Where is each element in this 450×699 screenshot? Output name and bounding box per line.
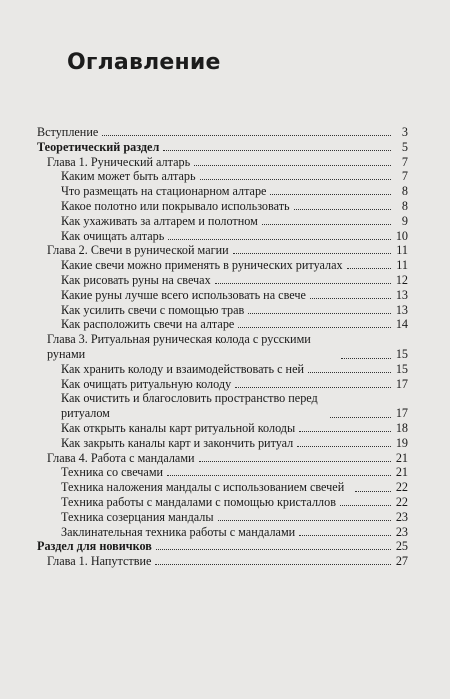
toc-chapter-2[interactable] bbox=[37, 243, 408, 258]
dot-leader bbox=[341, 358, 391, 359]
toc-entry-title: Как рисовать руны на свечах bbox=[61, 272, 211, 287]
toc-section-title: Теоретический раздел bbox=[37, 139, 160, 154]
toc-page-number: 19 bbox=[395, 435, 408, 450]
dot-leader bbox=[238, 327, 391, 328]
toc-page-number: 17 bbox=[395, 406, 408, 421]
toc-entry[interactable] bbox=[37, 362, 408, 377]
dot-leader bbox=[340, 505, 391, 506]
page-title: Оглавление bbox=[67, 50, 221, 75]
dot-leader bbox=[235, 387, 391, 388]
toc-entry-title: Как очищать ритуальную колоду bbox=[61, 376, 232, 391]
toc-entry-title: Как очищать алтарь bbox=[61, 228, 165, 243]
toc-entry-title: Что размещать на стационарном алтаре bbox=[61, 184, 267, 199]
toc-page-number: 18 bbox=[395, 420, 408, 435]
dot-leader bbox=[299, 431, 391, 432]
toc-chapter-3[interactable] bbox=[37, 332, 408, 362]
toc-chapter-1-beginners[interactable] bbox=[37, 554, 408, 569]
dot-leader bbox=[102, 135, 391, 136]
dot-leader bbox=[168, 239, 391, 240]
toc-entry[interactable] bbox=[37, 510, 408, 525]
toc-entry[interactable] bbox=[37, 214, 408, 229]
toc-page-number: 7 bbox=[401, 169, 408, 184]
toc-page-number: 9 bbox=[401, 213, 408, 228]
dot-leader bbox=[347, 268, 391, 269]
toc-entry-title: Как ухаживать за алтарем и полотном bbox=[61, 213, 258, 228]
toc-entry[interactable] bbox=[37, 184, 408, 199]
toc-section-title: Раздел для новичков bbox=[37, 539, 152, 554]
toc-section-beginners[interactable] bbox=[37, 539, 408, 554]
toc-entry-title: Какие свечи можно применять в рунических ритуалах bbox=[61, 258, 343, 273]
toc-chapter-1[interactable] bbox=[37, 155, 408, 170]
toc-entry[interactable] bbox=[37, 525, 408, 540]
toc-entry-title: Как очистить и благословить пространство перед ритуалом bbox=[61, 391, 318, 421]
dot-leader bbox=[199, 461, 391, 462]
toc-chapter-title: Глава 4. Работа с мандалами bbox=[47, 450, 195, 465]
toc-chapter-title: Глава 3. Ритуальная руническая колода с русскими рунами bbox=[47, 332, 311, 361]
toc-entry[interactable] bbox=[37, 465, 408, 480]
toc-entry[interactable] bbox=[37, 317, 408, 332]
toc-chapter-title: Глава 1. Напутствие bbox=[47, 554, 152, 569]
dot-leader bbox=[310, 298, 391, 299]
dot-leader bbox=[163, 150, 391, 151]
toc-chapter-4[interactable] bbox=[37, 451, 408, 466]
toc-chapter-title: Глава 1. Рунический алтарь bbox=[47, 154, 191, 169]
dot-leader bbox=[218, 520, 391, 521]
toc-entry[interactable] bbox=[37, 273, 408, 288]
toc-section-theory[interactable] bbox=[37, 140, 408, 155]
toc-page-number: 8 bbox=[401, 184, 408, 199]
toc-entry-title: Как расположить свечи на алтаре bbox=[61, 317, 235, 332]
toc-entry[interactable] bbox=[37, 495, 408, 510]
dot-leader bbox=[270, 194, 391, 195]
toc-page-number: 15 bbox=[395, 361, 408, 376]
dot-leader bbox=[330, 417, 391, 418]
dot-leader bbox=[262, 224, 391, 225]
toc-page-number: 17 bbox=[395, 376, 408, 391]
toc-page-number: 21 bbox=[395, 450, 408, 465]
toc-entry-introduction[interactable] bbox=[37, 125, 408, 140]
toc-page-number: 13 bbox=[395, 287, 408, 302]
toc-entry[interactable] bbox=[37, 303, 408, 318]
toc-page-number: 23 bbox=[395, 524, 408, 539]
dot-leader bbox=[215, 283, 391, 284]
toc-entry-title: Техника наложения мандалы с использованием свечей bbox=[61, 480, 345, 495]
toc-page-number: 11 bbox=[396, 258, 408, 273]
toc-entry-title: Как хранить колоду и взаимодействовать с ней bbox=[61, 361, 305, 376]
table-of-contents bbox=[37, 125, 408, 569]
dot-leader bbox=[355, 491, 391, 492]
toc-entry-title: Какие руны лучше всего использовать на свече bbox=[61, 287, 306, 302]
toc-page-number: 5 bbox=[401, 139, 408, 154]
toc-page-number: 8 bbox=[401, 198, 408, 213]
toc-entry[interactable] bbox=[37, 288, 408, 303]
toc-entry[interactable] bbox=[37, 169, 408, 184]
toc-entry-title: Техника со свечами bbox=[61, 465, 164, 480]
toc-page-number: 13 bbox=[395, 302, 408, 317]
toc-page-number: 22 bbox=[395, 480, 408, 495]
dot-leader bbox=[156, 549, 391, 550]
toc-page-number: 12 bbox=[395, 272, 408, 287]
toc-page-number: 10 bbox=[395, 228, 408, 243]
toc-entry[interactable] bbox=[37, 421, 408, 436]
toc-page-number: 25 bbox=[395, 539, 408, 554]
dot-leader bbox=[155, 564, 391, 565]
toc-page-number: 11 bbox=[396, 243, 408, 258]
dot-leader bbox=[194, 165, 391, 166]
toc-page-number: 15 bbox=[395, 346, 408, 361]
toc-entry-title: Как закрыть каналы карт и закончить ритуал bbox=[61, 435, 294, 450]
toc-entry-title: Какое полотно или покрывало использовать bbox=[61, 198, 290, 213]
toc-entry[interactable] bbox=[37, 480, 408, 495]
toc-entry-title: Как усилить свечи с помощью трав bbox=[61, 302, 245, 317]
dot-leader bbox=[200, 179, 391, 180]
toc-chapter-title: Глава 2. Свечи в рунической магии bbox=[47, 243, 229, 258]
toc-page-number: 23 bbox=[395, 509, 408, 524]
toc-page-number: 14 bbox=[395, 317, 408, 332]
toc-page-number: 22 bbox=[395, 494, 408, 509]
toc-entry-title: Заклинательная техника работы с мандалами bbox=[61, 524, 296, 539]
toc-page-number: 7 bbox=[401, 154, 408, 169]
toc-entry[interactable] bbox=[37, 258, 408, 273]
toc-entry-title: Каким может быть алтарь bbox=[61, 169, 196, 184]
toc-entry[interactable] bbox=[37, 391, 408, 421]
dot-leader bbox=[297, 446, 391, 447]
dot-leader bbox=[308, 372, 391, 373]
dot-leader bbox=[167, 475, 391, 476]
toc-page-number: 27 bbox=[395, 554, 408, 569]
toc-entry[interactable] bbox=[37, 229, 408, 244]
toc-page-number: 3 bbox=[401, 125, 408, 139]
toc-entry-title: Как открыть каналы карт ритуальной колоды bbox=[61, 420, 296, 435]
toc-entry[interactable] bbox=[37, 199, 408, 214]
toc-entry-title: Вступление bbox=[37, 125, 99, 139]
dot-leader bbox=[248, 313, 391, 314]
toc-entry-title: Техника созерцания мандалы bbox=[61, 509, 214, 524]
toc-page-number: 21 bbox=[395, 465, 408, 480]
toc-entry[interactable] bbox=[37, 377, 408, 392]
toc-entry[interactable] bbox=[37, 436, 408, 451]
toc-entry-title: Техника работы с мандалами с помощью кристаллов bbox=[61, 494, 336, 509]
dot-leader bbox=[294, 209, 391, 210]
dot-leader bbox=[299, 535, 391, 536]
dot-leader bbox=[233, 253, 391, 254]
